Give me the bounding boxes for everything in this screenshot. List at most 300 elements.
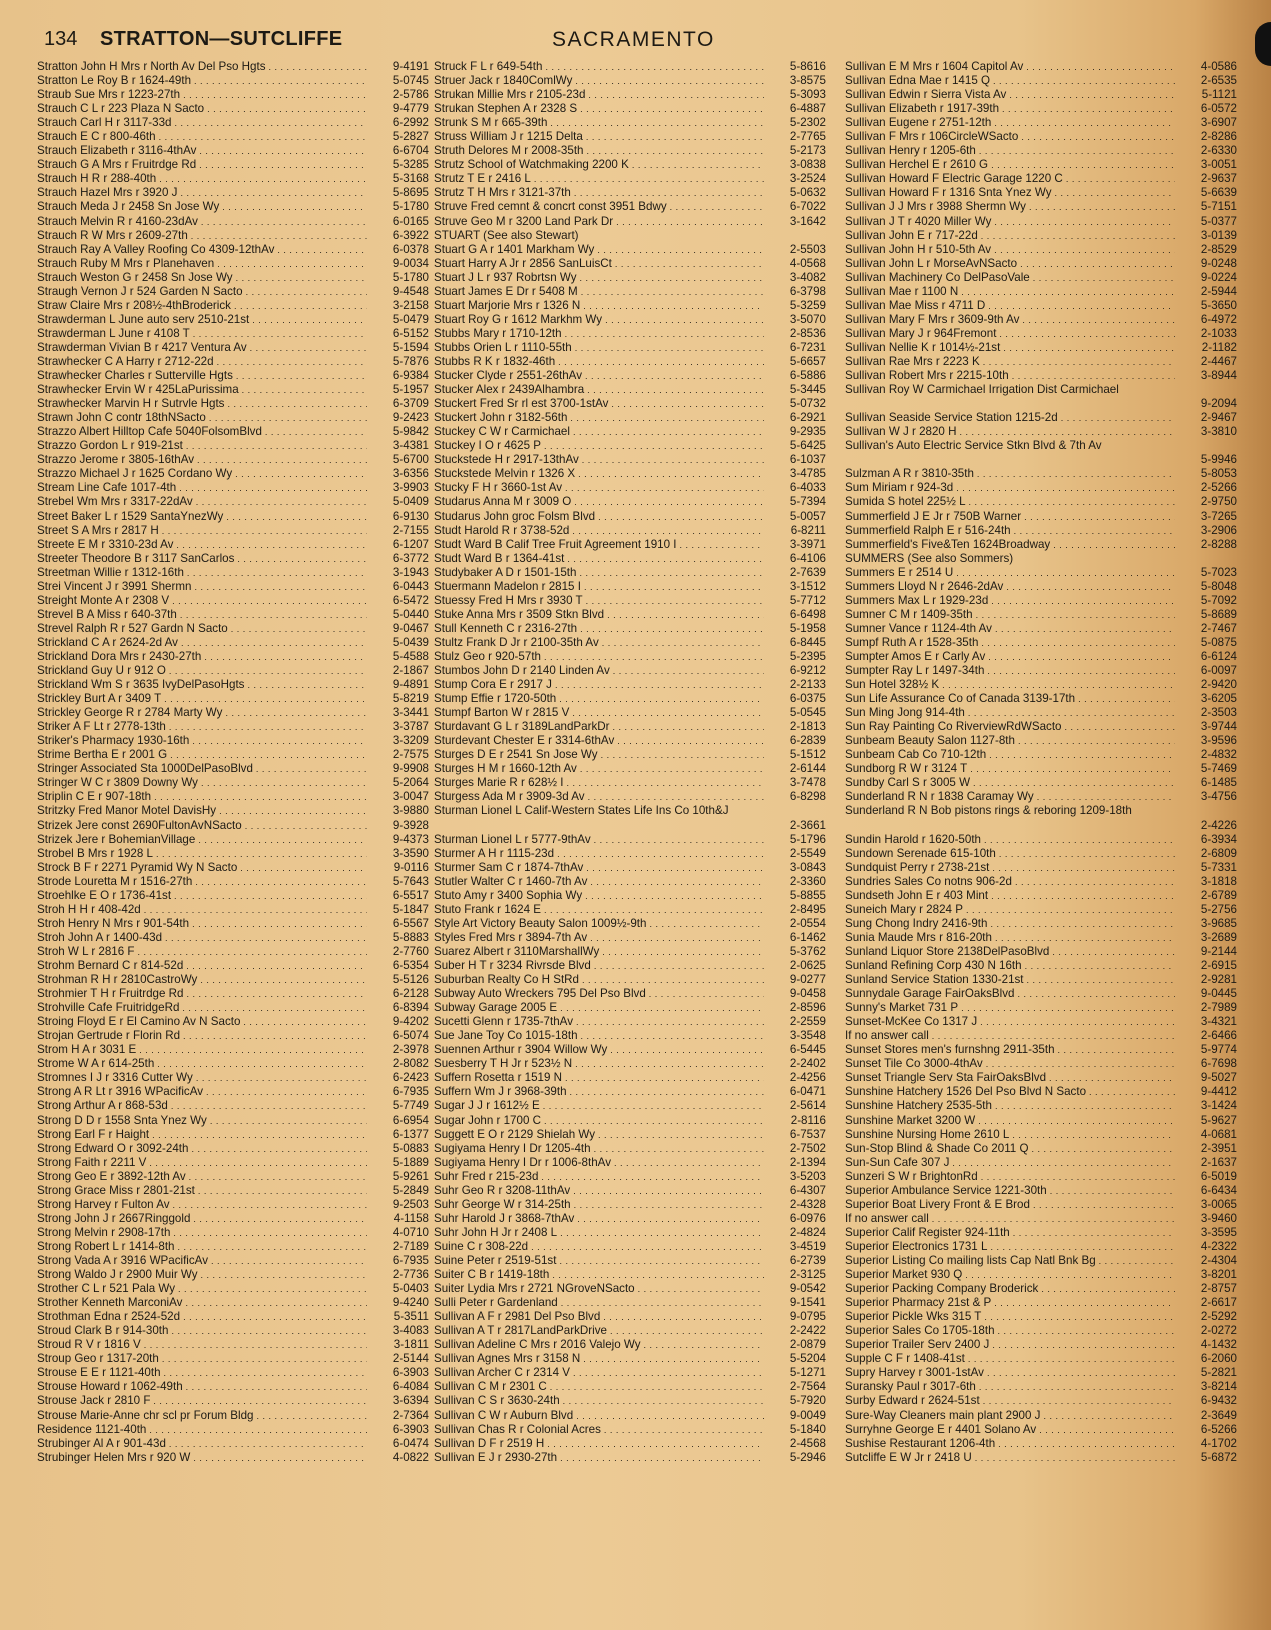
entry-name: Strutz School of Watchmaking 2200 K . . . <box>434 158 764 172</box>
entry-phone: 6-5517 <box>392 888 429 902</box>
entry-phone: 2-7989 <box>1200 1001 1237 1015</box>
directory-entry <box>845 833 1237 847</box>
directory-entry <box>434 1029 826 1043</box>
entry-name: Sunland Refining Corp 430 N 16th . . . <box>845 959 1175 973</box>
directory-entry <box>434 257 826 271</box>
directory-entry <box>845 889 1237 903</box>
entry-phone: 5-2395 <box>789 649 826 663</box>
entry-phone: 6-5567 <box>392 916 429 930</box>
entry-phone: 5-7712 <box>789 593 826 607</box>
directory-entry <box>434 116 826 130</box>
entry-phone: 2-7575 <box>392 748 429 762</box>
directory-entry <box>434 678 826 692</box>
entry-name: Summerfield J E Jr r 750B Warner . . . <box>845 510 1175 524</box>
directory-entry <box>845 1366 1237 1380</box>
entry-phone: 6-1462 <box>789 930 826 944</box>
entry-name: Sullivan Elizabeth r 1917-39th . . . <box>845 102 1175 116</box>
directory-entry <box>845 271 1237 285</box>
directory-entry <box>845 1114 1237 1128</box>
entry-phone: 6-2423 <box>392 1071 429 1085</box>
entry-name: Stuermann Madelon r 2815 I . . . <box>434 580 764 594</box>
directory-entry <box>845 327 1237 341</box>
entry-name: Strawn John C contr 18thNSacto . . . <box>37 411 367 425</box>
directory-entry <box>845 215 1237 229</box>
directory-entry <box>37 229 429 243</box>
entry-name: Sullivan Seaside Service Station 1215-2d . . . <box>845 411 1175 425</box>
entry-phone: 6-6124 <box>1200 649 1237 663</box>
directory-entry <box>434 1409 826 1423</box>
entry-name: Sullivan C S r 3630-24th . . . <box>434 1394 764 1408</box>
directory-entry <box>845 1198 1237 1212</box>
entry-name: Strong Vada A r 3916 WPacificAv . . . <box>37 1254 367 1268</box>
directory-entry <box>37 257 429 271</box>
entry-phone: 5-2064 <box>392 776 429 790</box>
entry-phone: 5-3285 <box>392 158 429 172</box>
directory-entry <box>434 1085 826 1099</box>
entry-phone: 5-1957 <box>392 383 429 397</box>
entry-name: Strojan Gertrude r Florin Rd . . . <box>37 1029 367 1043</box>
entry-name: Studybaker A D r 1501-15th . . . <box>434 566 764 580</box>
entry-name: Sullivan F Mrs r 106CircleWSacto . . . <box>845 130 1175 144</box>
entry-phone: 3-6394 <box>392 1394 429 1408</box>
entry-name: Sullivan W J r 2820 H . . . <box>845 425 1175 439</box>
entry-name: Surby Edward r 2624-51st . . . <box>845 1394 1175 1408</box>
entry-name: Studarus Anna M r 3009 O . . . <box>434 495 764 509</box>
entry-phone: 6-5354 <box>392 959 429 972</box>
directory-entry <box>37 369 429 383</box>
directory-entry <box>845 931 1237 945</box>
directory-entry <box>37 819 429 833</box>
entry-phone: 3-0843 <box>789 860 826 874</box>
directory-entry <box>845 1282 1237 1296</box>
directory-entry <box>845 804 1237 832</box>
entry-phone: 2-5266 <box>1200 481 1237 495</box>
directory-entry <box>37 1324 429 1338</box>
entry-phone: 5-8616 <box>789 60 826 73</box>
entry-phone: 2-7467 <box>1200 621 1237 635</box>
entry-phone: 3-1818 <box>1200 874 1237 888</box>
entry-name: Suneich Mary r 2824 P . . . <box>845 903 1175 917</box>
entry-phone: 4-0710 <box>392 1225 429 1239</box>
entry-phone: 5-7749 <box>392 1099 429 1113</box>
entry-phone: 9-0542 <box>789 1282 826 1296</box>
entry-phone: 3-3787 <box>392 720 429 734</box>
directory-entry <box>845 510 1237 524</box>
entry-name: Strevel B A Miss r 640-37th . . . <box>37 608 367 622</box>
entry-phone: 5-1958 <box>789 621 826 635</box>
entry-name: Striker A F Lt r 2778-13th . . . <box>37 720 367 734</box>
entry-phone: 2-3649 <box>1200 1408 1237 1422</box>
directory-entry <box>845 650 1237 664</box>
entry-name: Stuckey C W r Carmichael . . . <box>434 425 764 439</box>
directory-entry <box>37 552 429 566</box>
directory-entry <box>845 1409 1237 1423</box>
entry-phone: 2-6809 <box>1200 846 1237 860</box>
entry-name: Sullivan Archer C r 2314 V . . . <box>434 1366 764 1380</box>
directory-entry <box>37 973 429 987</box>
entry-phone: 6-4887 <box>789 102 826 116</box>
entry-name: Sung Chong Indry 2416-9th . . . <box>845 917 1175 931</box>
entry-name: Straub Sue Mrs r 1223-27th . . . <box>37 88 367 102</box>
entry-phone: 6-9130 <box>392 509 429 523</box>
entry-name: Strong A R Lt r 3916 WPacificAv . . . <box>37 1085 367 1099</box>
entry-phone: 2-6330 <box>1200 144 1237 158</box>
entry-name: Suhr John H Jr r 2408 L . . . <box>434 1226 764 1240</box>
entry-name: Stubbs Orien L r 1110-55th . . . <box>434 341 764 355</box>
entry-name: Strother Kenneth MarconiAv . . . <box>37 1296 367 1310</box>
entry-name: Sullivan Herchel E r 2610 G . . . <box>845 158 1175 172</box>
entry-phone: 5-1840 <box>789 1422 826 1436</box>
directory-entry <box>37 130 429 144</box>
entry-phone: 3-4785 <box>789 467 826 481</box>
entry-name: Subway Auto Wreckers 795 Del Pso Blvd . . . <box>434 987 764 1001</box>
directory-entry <box>37 1128 429 1142</box>
directory-entry <box>37 790 429 804</box>
entry-phone: 6-0474 <box>392 1436 429 1450</box>
entry-phone: 2-3125 <box>789 1268 826 1282</box>
entry-phone: 3-6907 <box>1200 116 1237 130</box>
directory-entry <box>845 987 1237 1001</box>
directory-entry <box>434 1338 826 1352</box>
entry-name: Streight Monte A r 2308 V . . . <box>37 594 367 608</box>
directory-entry <box>845 861 1237 875</box>
directory-entry <box>845 1268 1237 1282</box>
directory-entry <box>434 566 826 580</box>
entry-name: Strouse E E r 1121-40th . . . <box>37 1366 367 1380</box>
directory-entry <box>845 959 1237 973</box>
directory-entry <box>845 608 1237 622</box>
directory-entry <box>845 875 1237 889</box>
directory-entry <box>845 425 1237 439</box>
entry-name: Sunbeam Cab Co 710-12th . . . <box>845 748 1175 762</box>
entry-phone: 6-3772 <box>392 551 429 565</box>
entry-name: Strauch G A Mrs r Fruitrdge Rd . . . <box>37 158 367 172</box>
entry-name: Stroing Floyd E r El Camino Av N Sacto . . . <box>37 1015 367 1029</box>
entry-name: Sulli Peter r Gardenland . . . <box>434 1296 764 1310</box>
entry-phone: 2-7364 <box>392 1408 429 1422</box>
entry-name: Subway Garage 2005 E . . . <box>434 1001 764 1015</box>
entry-phone: 6-4106 <box>789 551 826 565</box>
directory-entry <box>37 1296 429 1310</box>
directory-entry <box>845 1142 1237 1156</box>
directory-entry <box>434 622 826 636</box>
directory-entry <box>37 1240 429 1254</box>
directory-entry <box>845 158 1237 172</box>
directory-entry <box>37 144 429 158</box>
entry-name: Strong Arthur A r 868-53d . . . <box>37 1099 367 1113</box>
directory-entry <box>434 1170 826 1184</box>
directory-entry <box>434 1437 826 1451</box>
entry-phone: 3-7478 <box>789 776 826 790</box>
entry-name: Summerfield Ralph E r 516-24th . . . <box>845 524 1175 538</box>
entry-phone: 3-4381 <box>392 439 429 453</box>
directory-entry <box>434 973 826 987</box>
entry-name: Strawderman L June auto serv 2510-21st . . . <box>37 313 367 327</box>
entry-phone: 2-5614 <box>789 1099 826 1113</box>
directory-entry <box>434 1156 826 1170</box>
directory-entry <box>37 1001 429 1015</box>
entry-name: Strauch Elizabeth r 3116-4thAv . . . <box>37 144 367 158</box>
entry-phone: 5-1780 <box>392 200 429 214</box>
entry-name: Sumner Vance r 1124-4th Av . . . <box>845 622 1175 636</box>
name-range-heading: STRATTON—SUTCLIFFE <box>100 28 343 50</box>
directory-entry <box>434 130 826 144</box>
entry-name: Strauch Ray A Valley Roofing Co 4309-12thAv . . . <box>37 243 367 257</box>
entry-phone: 2-9467 <box>1200 411 1237 425</box>
entry-phone: 5-8048 <box>1200 579 1237 593</box>
directory-entry <box>37 102 429 116</box>
directory-entry <box>845 538 1237 552</box>
entry-phone: 2-3951 <box>1200 1141 1237 1155</box>
directory-entry <box>845 664 1237 678</box>
directory-entry <box>37 748 429 762</box>
entry-name: If no answer call . . . <box>845 1212 1175 1226</box>
directory-entry <box>845 636 1237 650</box>
entry-phone: 5-7876 <box>392 354 429 368</box>
entry-phone: 3-0065 <box>1200 1197 1237 1211</box>
entry-phone: 5-7469 <box>1200 762 1237 776</box>
entry-name: Stuke Anna Mrs r 3509 Stkn Blvd . . . <box>434 608 764 622</box>
directory-entry <box>37 411 429 425</box>
directory-entry <box>37 875 429 889</box>
directory-entry <box>434 1423 826 1437</box>
entry-name: Sunderland R N r 1838 Caramay Wy . . . <box>845 790 1175 804</box>
entry-phone: 6-2060 <box>1200 1352 1237 1366</box>
entry-phone: 2-1637 <box>1200 1155 1237 1169</box>
entry-phone: 5-7092 <box>1200 593 1237 607</box>
entry-name: Sullivan E J r 2930-27th . . . <box>434 1451 764 1465</box>
entry-name: Sumpter Amos E r Carly Av . . . <box>845 650 1175 664</box>
entry-phone: 5-1512 <box>789 748 826 762</box>
entry-name: Strong Waldo J r 2900 Muir Wy . . . <box>37 1268 367 1282</box>
entry-phone: 6-6704 <box>392 144 429 158</box>
entry-name: Strickland Guy U r 912 O . . . <box>37 664 367 678</box>
entry-name: Struss William J r 1215 Delta . . . <box>434 130 764 144</box>
directory-entry <box>845 481 1237 495</box>
entry-name: Stuart Harry A Jr r 2856 SanLuisCt . . . <box>434 257 764 271</box>
directory-entry <box>845 973 1237 987</box>
entry-phone: 6-9432 <box>1200 1394 1237 1408</box>
entry-name: Styles Fred Mrs r 3894-7th Av . . . <box>434 931 764 945</box>
entry-phone: 5-0545 <box>789 706 826 720</box>
entry-name: Strong D D r 1558 Snta Ynez Wy . . . <box>37 1114 367 1128</box>
page-number: 134 <box>44 28 78 50</box>
entry-phone: 6-2839 <box>789 734 826 748</box>
binding-mark <box>1255 22 1271 66</box>
directory-entry <box>845 1057 1237 1071</box>
entry-phone: 9-0458 <box>789 987 826 1001</box>
entry-name: Strong Grace Miss r 2801-21st . . . <box>37 1184 367 1198</box>
directory-entry <box>845 369 1237 383</box>
entry-phone: 5-8219 <box>392 692 429 706</box>
directory-entry <box>434 1310 826 1324</box>
entry-name: Sunzeri S W r BrightonRd . . . <box>845 1170 1175 1184</box>
entry-name: Sunset Stores men's furnshng 2911-35th . . . <box>845 1043 1175 1057</box>
directory-entry <box>434 1226 826 1240</box>
directory-entry <box>845 1156 1237 1170</box>
entry-name: Strohman R H r 2810CastroWy . . . <box>37 973 367 987</box>
directory-entry <box>37 453 429 467</box>
entry-phone: 2-6617 <box>1200 1296 1237 1310</box>
directory-entry <box>37 692 429 706</box>
entry-name: Sunshine Nursing Home 2610 L . . . <box>845 1128 1175 1142</box>
directory-entry <box>434 1128 826 1142</box>
directory-entry <box>434 959 826 973</box>
entry-name: Stuckey I O r 4625 P . . . <box>434 439 764 453</box>
entry-name: Superior Packing Company Broderick . . . <box>845 1282 1175 1296</box>
directory-entry <box>845 257 1237 271</box>
entry-name: Sullivan A F r 2981 Del Pso Blvd . . . <box>434 1310 764 1324</box>
entry-name: Stroud R V r 1816 V . . . <box>37 1338 367 1352</box>
entry-name: Strickland Dora Mrs r 2430-27th . . . <box>37 650 367 664</box>
entry-phone: 2-0272 <box>1200 1324 1237 1338</box>
entry-phone: 2-2559 <box>789 1015 826 1029</box>
entry-name: Superior Electronics 1731 L . . . <box>845 1240 1175 1254</box>
entry-phone: 2-8757 <box>1200 1282 1237 1296</box>
directory-entry <box>37 327 429 341</box>
directory-entry <box>845 74 1237 88</box>
entry-phone: 9-2935 <box>789 425 826 439</box>
entry-phone: 5-0732 <box>789 397 826 411</box>
entry-name: Stumbos John D r 2140 Linden Av . . . <box>434 664 764 678</box>
directory-entry <box>37 1043 429 1057</box>
directory-entry <box>845 552 1237 566</box>
entry-phone: 6-1485 <box>1200 776 1237 790</box>
entry-phone: 5-7023 <box>1200 565 1237 579</box>
entry-name: Surryhne George E r 4401 Solano Av . . . <box>845 1423 1175 1437</box>
entry-phone: 3-8201 <box>1200 1268 1237 1282</box>
entry-phone: 6-0572 <box>1200 102 1237 116</box>
directory-entry <box>37 608 429 622</box>
directory-entry <box>434 1268 826 1282</box>
entry-name: Sunshine Market 3200 W . . . <box>845 1114 1175 1128</box>
directory-entry <box>434 215 826 229</box>
entry-name: Sundown Serenade 615-10th . . . <box>845 847 1175 861</box>
entry-phone: 5-0632 <box>789 186 826 200</box>
entry-phone: 9-2144 <box>1200 944 1237 958</box>
entry-phone: 5-9946 <box>1200 453 1237 467</box>
directory-entry <box>845 1296 1237 1310</box>
entry-phone: 2-7736 <box>392 1268 429 1282</box>
entry-name: Strime Bertha E r 2001 G . . . <box>37 748 367 762</box>
entry-phone: 6-5152 <box>392 326 429 340</box>
directory-entry <box>37 313 429 327</box>
entry-phone: 6-7231 <box>789 340 826 354</box>
entry-phone: 9-0248 <box>1200 256 1237 270</box>
directory-entry <box>845 1212 1237 1226</box>
directory-entry <box>434 636 826 650</box>
directory-entry <box>845 411 1237 425</box>
entry-name: If no answer call . . . <box>845 1029 1175 1043</box>
entry-phone: 2-5503 <box>789 242 826 256</box>
entry-phone: 5-7643 <box>392 874 429 888</box>
directory-entry <box>845 1380 1237 1394</box>
entry-phone: 6-0443 <box>392 579 429 593</box>
entry-phone: 5-2756 <box>1200 902 1237 916</box>
entry-name: Sumner C M r 1409-35th . . . <box>845 608 1175 622</box>
entry-name: Strauch C L r 223 Plaza N Sacto . . . <box>37 102 367 116</box>
directory-entry <box>37 1338 429 1352</box>
entry-phone: 3-2906 <box>1200 523 1237 537</box>
entry-phone: 6-0471 <box>789 1085 826 1099</box>
entry-name: Strohm Bernard C r 814-52d . . . <box>37 959 367 973</box>
directory-entry <box>434 762 826 776</box>
entry-name: Sullivan John L r MorseAvNSacto . . . <box>845 257 1175 271</box>
directory-entry <box>434 804 826 832</box>
directory-entry <box>37 566 429 580</box>
entry-phone: 3-1943 <box>392 565 429 579</box>
entry-phone: 6-3903 <box>392 1366 429 1380</box>
directory-entry <box>845 495 1237 509</box>
entry-phone: 2-4226 <box>1200 818 1237 832</box>
directory-entry <box>845 762 1237 776</box>
entry-name: Striker's Pharmacy 1930-16th . . . <box>37 734 367 748</box>
entry-name: Sullivan C M r 2301 C . . . <box>434 1380 764 1394</box>
entry-phone: 3-2689 <box>1200 930 1237 944</box>
entry-phone: 6-0976 <box>789 1211 826 1225</box>
entry-name: Suhr Harold J r 3868-7thAv . . . <box>434 1212 764 1226</box>
entry-name: Sunset-McKee Co 1317 J . . . <box>845 1015 1175 1029</box>
directory-entry <box>434 397 826 411</box>
entry-name: Sullivan Agnes Mrs r 3158 N . . . <box>434 1352 764 1366</box>
entry-name: Suesberry T H Jr r 523½ N . . . <box>434 1057 764 1071</box>
entry-name: Sunland Liquor Store 2138DelPasoBlvd . . . <box>845 945 1175 959</box>
entry-name: Sturdevant Chester E r 3314-6thAv . . . <box>434 734 764 748</box>
entry-name: Strutz T H Mrs r 3121-37th . . . <box>434 186 764 200</box>
entry-phone: 5-9774 <box>1200 1043 1237 1057</box>
entry-name: Sunset Triangle Serv Sta FairOaksBlvd . . . <box>845 1071 1175 1085</box>
entry-name: Strukan Millie Mrs r 2105-23d . . . <box>434 88 764 102</box>
entry-name: Strei Vincent J r 3991 Shermn . . . <box>37 580 367 594</box>
directory-entry <box>37 425 429 439</box>
directory-entry <box>37 931 429 945</box>
entry-name: Strong Harvey r Fulton Av . . . <box>37 1198 367 1212</box>
directory-entry <box>845 285 1237 299</box>
entry-name: Sullivan Adeline C Mrs r 2016 Valejo Wy . . . <box>434 1338 764 1352</box>
entry-name: Suarez Albert r 3110MarshallWy . . . <box>434 945 764 959</box>
directory-entry <box>845 1001 1237 1015</box>
entry-name: Strubinger Al A r 901-43d . . . <box>37 1437 367 1451</box>
entry-phone: 3-3595 <box>1200 1225 1237 1239</box>
entry-phone: 9-4373 <box>392 832 429 846</box>
entry-phone: 2-8495 <box>789 902 826 916</box>
entry-name: Sullivan C W r Auburn Blvd . . . <box>434 1409 764 1423</box>
directory-entry <box>845 776 1237 790</box>
directory-entry <box>37 945 429 959</box>
entry-name: Sulzman A R r 3810-35th . . . <box>845 467 1175 481</box>
entry-name: Stultz Frank D Jr r 2100-35th Av . . . <box>434 636 764 650</box>
directory-entry <box>37 903 429 917</box>
directory-entry <box>845 1423 1237 1437</box>
entry-phone: 5-2302 <box>789 116 826 130</box>
entry-phone: 2-7564 <box>789 1380 826 1394</box>
directory-entry <box>434 987 826 1001</box>
directory-entry <box>434 1212 826 1226</box>
entry-phone: 2-7189 <box>392 1239 429 1253</box>
entry-name: Strazzo Albert Hilltop Cafe 5040FolsomBlvd . . . <box>37 425 367 439</box>
entry-name: Strauch Carl H r 3117-33d . . . <box>37 116 367 130</box>
directory-entry <box>434 439 826 453</box>
entry-phone: 2-0879 <box>789 1338 826 1352</box>
entry-name: Studt Ward B Calif Tree Fruit Agreement 1910 I . . . <box>434 538 764 552</box>
entry-phone: 5-1594 <box>392 340 429 354</box>
directory-entry <box>37 186 429 200</box>
directory-entry <box>37 847 429 861</box>
directory-entry <box>434 1015 826 1029</box>
entry-name: Sullivan Machinery Co DelPasoVale . . . <box>845 271 1175 285</box>
entry-phone: 6-8211 <box>790 523 826 537</box>
entry-phone: 4-0822 <box>392 1450 429 1464</box>
